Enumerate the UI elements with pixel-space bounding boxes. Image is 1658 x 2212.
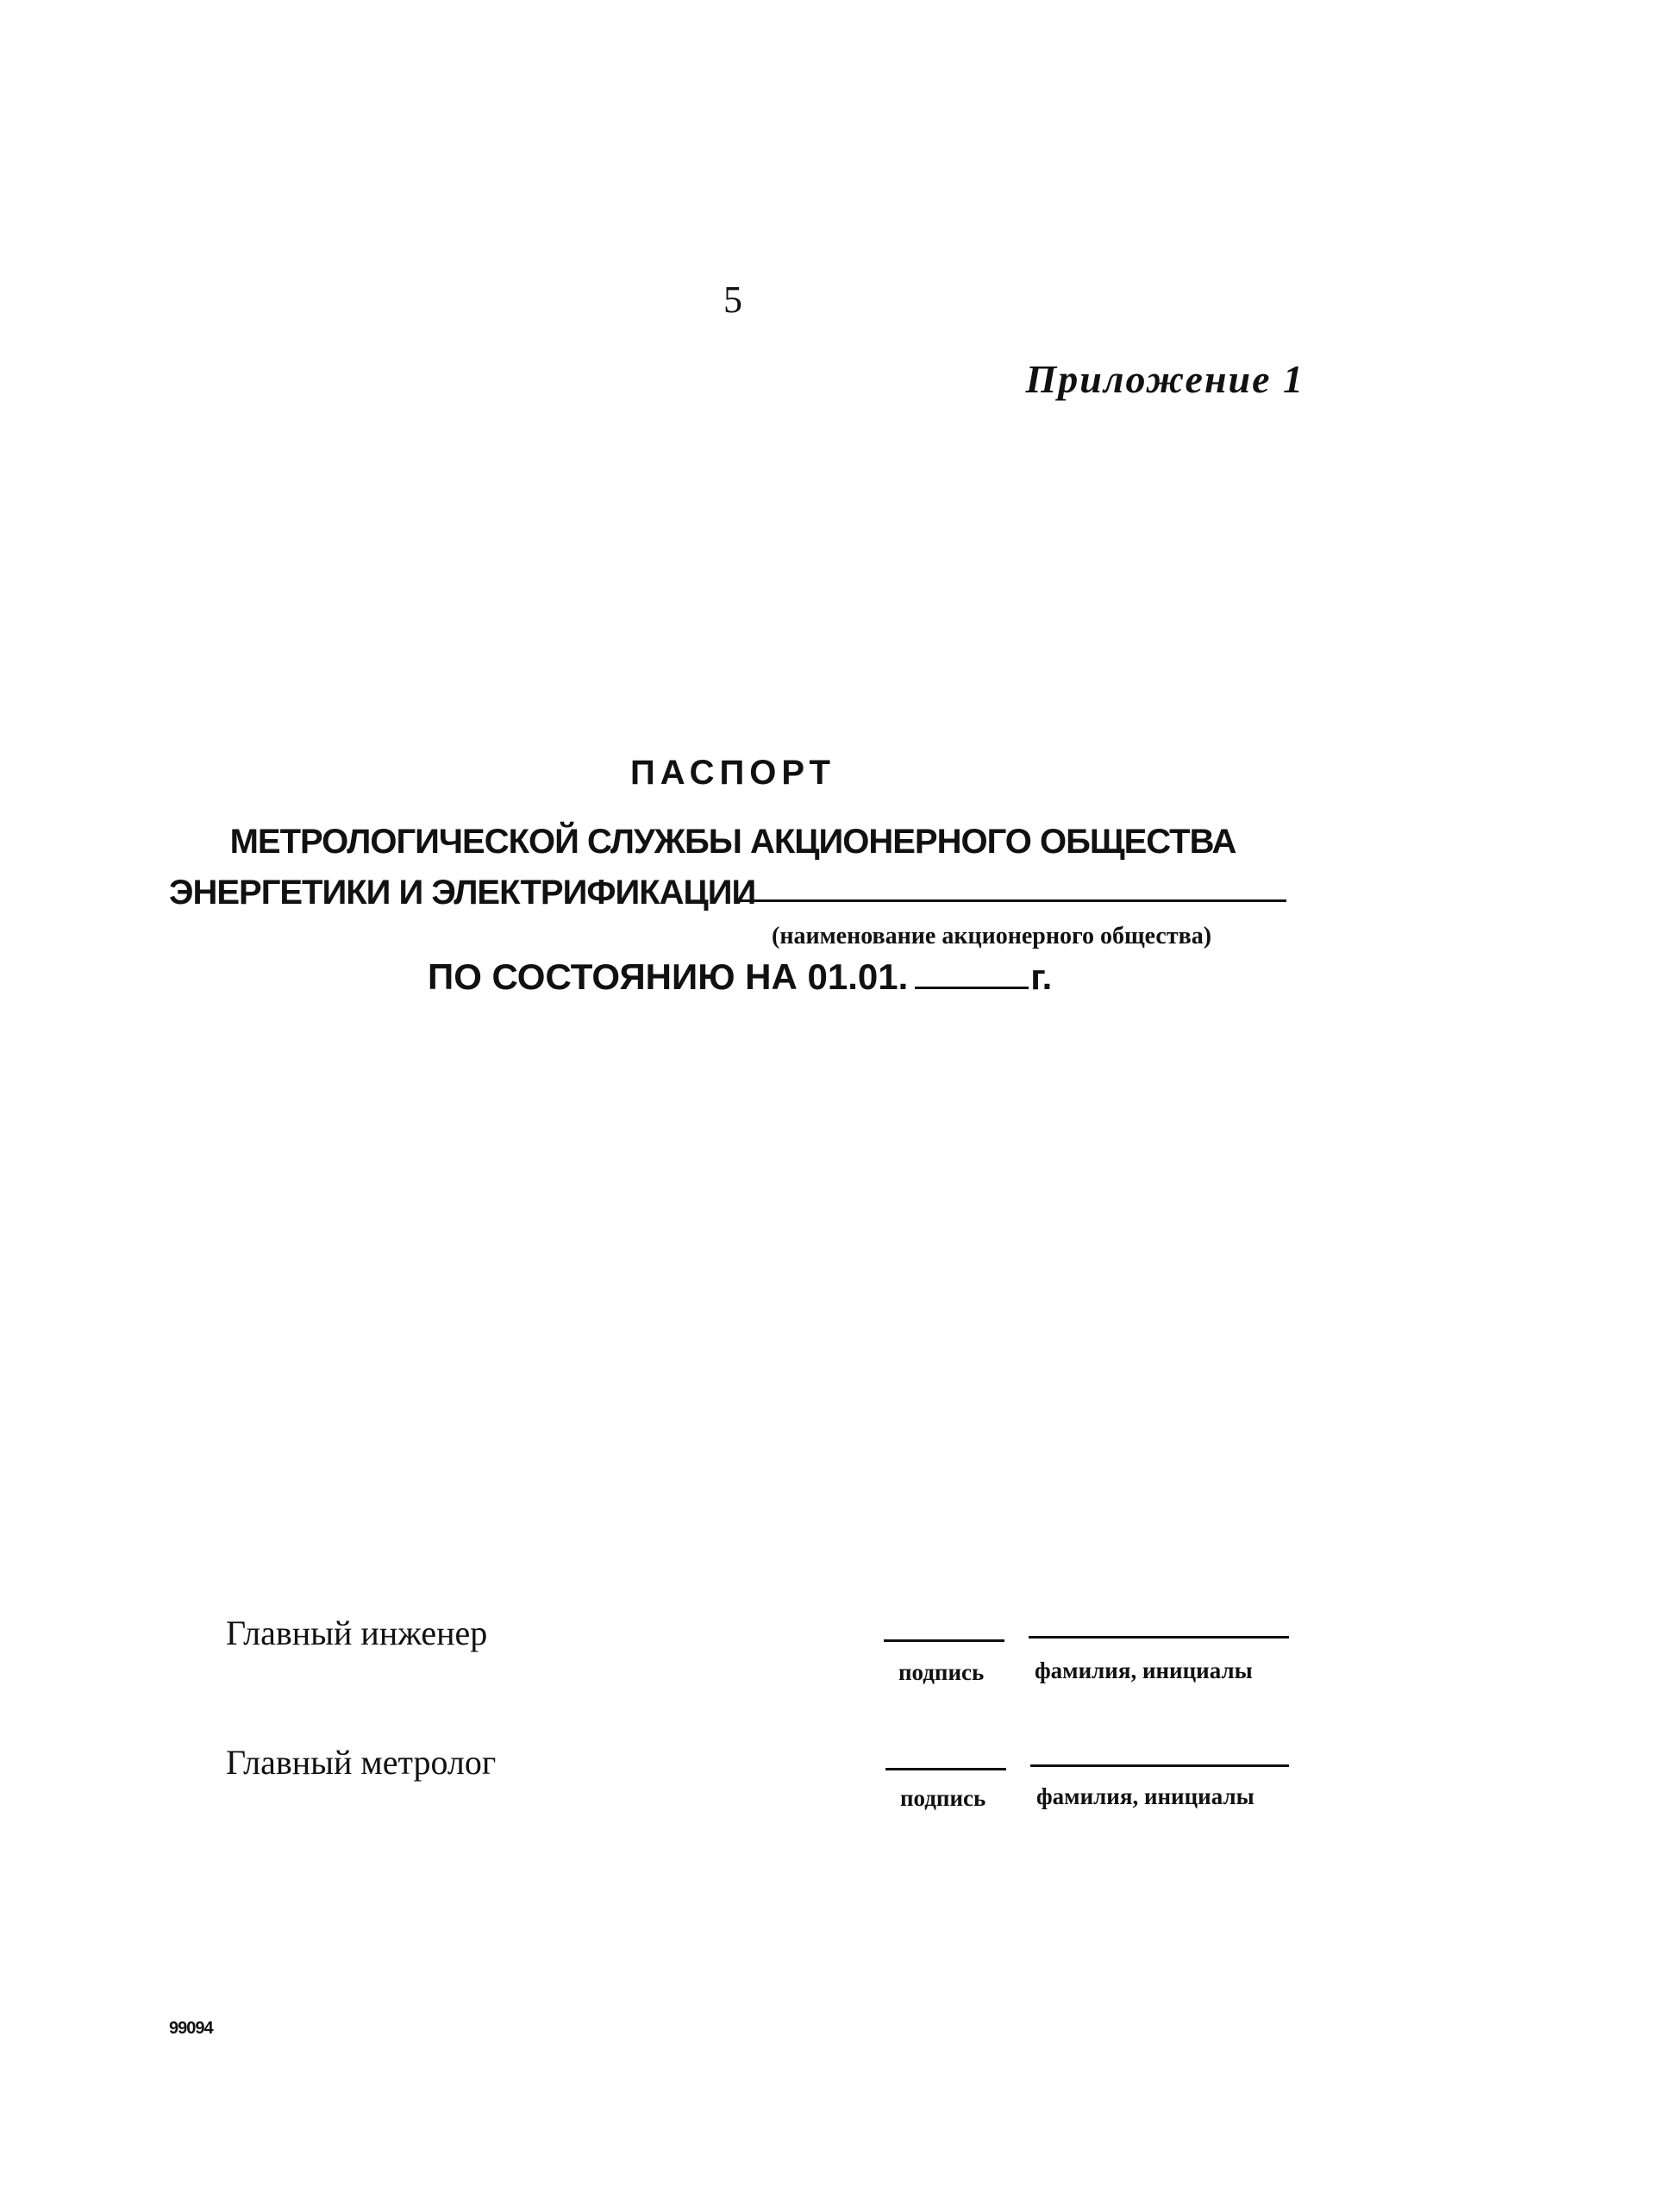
signature-caption-chief-metrologist: подпись bbox=[900, 1785, 986, 1811]
name-caption-chief-engineer: фамилия, инициалы bbox=[1035, 1657, 1253, 1683]
date-prefix: ПО СОСТОЯНИЮ НА 01.01. bbox=[428, 956, 909, 997]
year-blank-line bbox=[915, 954, 1029, 989]
name-line-chief-metrologist bbox=[1030, 1764, 1289, 1767]
org-name-hint: (наименование акционерного общества) bbox=[772, 923, 1212, 949]
org-name-blank-line bbox=[735, 899, 1286, 902]
name-line-chief-engineer bbox=[1029, 1636, 1289, 1639]
page-number: 5 bbox=[723, 279, 742, 321]
appendix-label: Приложение 1 bbox=[1025, 357, 1305, 401]
signature-line-chief-engineer bbox=[884, 1639, 1004, 1642]
signature-line-chief-metrologist bbox=[885, 1768, 1006, 1770]
date-suffix: г. bbox=[1030, 956, 1053, 997]
document-code: 99094 bbox=[169, 2019, 213, 2038]
document-title: ПАСПОРТ bbox=[630, 754, 835, 792]
heading-line-2: ЭНЕРГЕТИКИ И ЭЛЕКТРИФИКАЦИИ bbox=[169, 874, 756, 912]
heading-line-1: МЕТРОЛОГИЧЕСКОЙ СЛУЖБЫ АКЦИОНЕРНОГО ОБЩЕСТВА bbox=[229, 823, 1236, 861]
role-chief-metrologist: Главный метролог bbox=[226, 1743, 497, 1782]
role-chief-engineer: Главный инженер bbox=[226, 1614, 488, 1652]
signature-caption-chief-engineer: подпись bbox=[898, 1659, 985, 1685]
as-of-date-line bbox=[428, 952, 1052, 1002]
name-caption-chief-metrologist: фамилия, инициалы bbox=[1036, 1783, 1254, 1809]
